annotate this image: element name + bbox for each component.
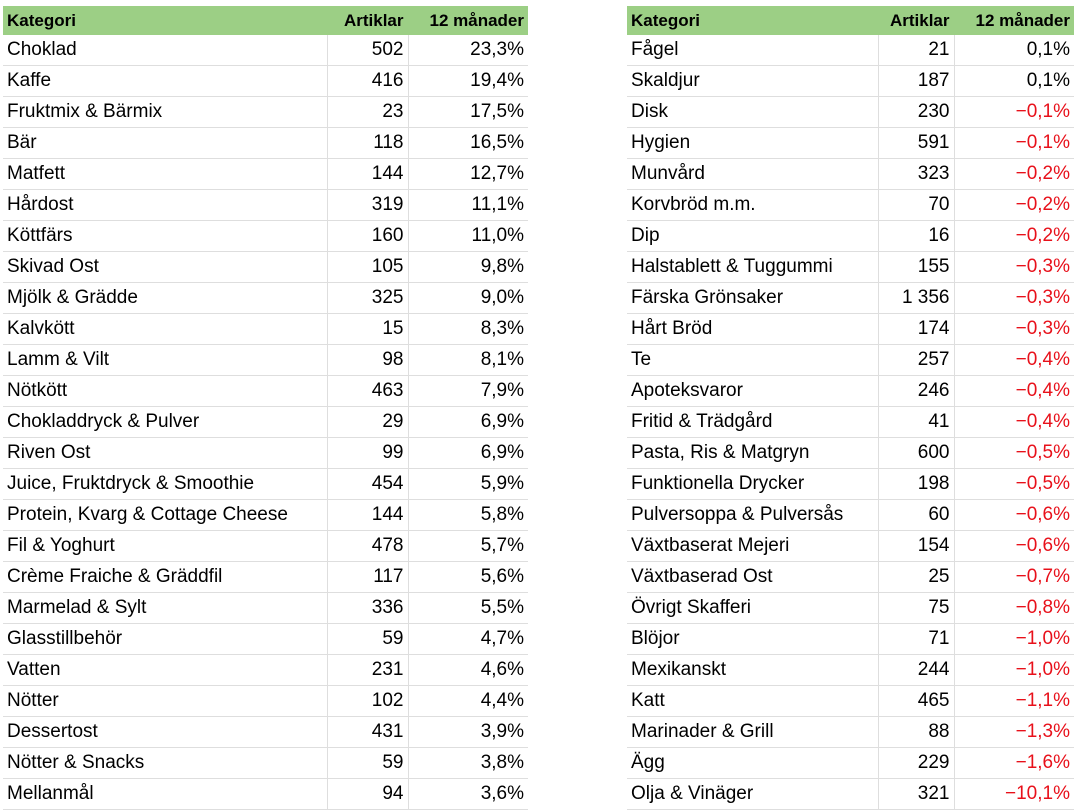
change-cell: 0,1% xyxy=(954,66,1074,97)
change-cell: 8,1% xyxy=(408,345,528,376)
category-cell: Färska Grönsaker xyxy=(627,283,878,314)
table-row xyxy=(3,376,528,407)
change-cell: −0,6% xyxy=(954,531,1074,562)
table-row xyxy=(3,66,528,97)
articles-cell: 117 xyxy=(327,562,408,593)
table-row xyxy=(3,407,528,438)
category-cell: Crème Fraiche & Gräddfil xyxy=(3,562,327,593)
change-cell: −0,1% xyxy=(954,128,1074,159)
articles-cell: 88 xyxy=(878,717,954,748)
category-cell: Juice, Fruktdryck & Smoothie xyxy=(3,469,327,500)
articles-cell: 29 xyxy=(327,407,408,438)
articles-cell: 25 xyxy=(878,562,954,593)
articles-cell: 60 xyxy=(878,500,954,531)
change-cell: −1,3% xyxy=(954,717,1074,748)
change-cell: 8,3% xyxy=(408,314,528,345)
table-row xyxy=(627,283,1074,314)
change-cell: −0,2% xyxy=(954,221,1074,252)
table-row xyxy=(627,469,1074,500)
category-cell: Bär xyxy=(3,128,327,159)
table-row xyxy=(627,66,1074,97)
category-cell: Chokladdryck & Pulver xyxy=(3,407,327,438)
table-row xyxy=(627,500,1074,531)
table-row xyxy=(3,686,528,717)
table-row xyxy=(3,252,528,283)
change-cell: 17,5% xyxy=(408,97,528,128)
table-row xyxy=(627,407,1074,438)
articles-cell: 144 xyxy=(327,159,408,190)
table-row xyxy=(3,717,528,748)
table-row xyxy=(3,562,528,593)
header-12-months: 12 månader xyxy=(975,11,1070,30)
header-category: Kategori xyxy=(627,6,878,35)
change-cell: −0,4% xyxy=(954,345,1074,376)
table-row xyxy=(3,655,528,686)
category-cell: Dessertost xyxy=(3,717,327,748)
table-row xyxy=(627,686,1074,717)
articles-cell: 416 xyxy=(327,66,408,97)
category-cell: Skivad Ost xyxy=(3,252,327,283)
articles-cell: 246 xyxy=(878,376,954,407)
category-cell: Fritid & Trädgård xyxy=(627,407,878,438)
table-row xyxy=(3,314,528,345)
articles-cell: 465 xyxy=(878,686,954,717)
change-cell: 4,4% xyxy=(408,686,528,717)
change-cell: −10,1% xyxy=(954,779,1074,810)
table-row xyxy=(627,35,1074,66)
table-row xyxy=(627,190,1074,221)
articles-cell: 71 xyxy=(878,624,954,655)
change-cell: −0,4% xyxy=(954,376,1074,407)
category-cell: Vatten xyxy=(3,655,327,686)
category-cell: Riven Ost xyxy=(3,438,327,469)
table-row xyxy=(627,159,1074,190)
table-row xyxy=(627,438,1074,469)
articles-cell: 600 xyxy=(878,438,954,469)
table-row xyxy=(3,624,528,655)
table-row xyxy=(627,748,1074,779)
change-cell: −0,3% xyxy=(954,314,1074,345)
category-cell: Apoteksvaror xyxy=(627,376,878,407)
change-cell: 11,1% xyxy=(408,190,528,221)
change-cell: −1,1% xyxy=(954,686,1074,717)
articles-cell: 502 xyxy=(327,35,408,66)
articles-cell: 16 xyxy=(878,221,954,252)
table-row xyxy=(3,345,528,376)
category-cell: Dip xyxy=(627,221,878,252)
category-cell: Kalvkött xyxy=(3,314,327,345)
category-cell: Glasstillbehör xyxy=(3,624,327,655)
category-cell: Matfett xyxy=(3,159,327,190)
change-cell: 3,8% xyxy=(408,748,528,779)
change-cell: 0,1% xyxy=(954,35,1074,66)
articles-cell: 431 xyxy=(327,717,408,748)
right-table-header-row xyxy=(627,6,1074,35)
category-cell: Choklad xyxy=(3,35,327,66)
category-cell: Köttfärs xyxy=(3,221,327,252)
category-cell: Disk xyxy=(627,97,878,128)
table-row xyxy=(627,531,1074,562)
change-cell: −0,2% xyxy=(954,159,1074,190)
header-category: Kategori xyxy=(3,6,327,35)
change-cell: −0,5% xyxy=(954,438,1074,469)
articles-cell: 15 xyxy=(327,314,408,345)
articles-cell: 105 xyxy=(327,252,408,283)
table-row xyxy=(3,128,528,159)
articles-cell: 75 xyxy=(878,593,954,624)
articles-cell: 323 xyxy=(878,159,954,190)
category-cell: Växtbaserad Ost xyxy=(627,562,878,593)
change-cell: 11,0% xyxy=(408,221,528,252)
change-cell: −0,3% xyxy=(954,252,1074,283)
change-cell: −0,1% xyxy=(954,97,1074,128)
articles-cell: 154 xyxy=(878,531,954,562)
table-row xyxy=(3,500,528,531)
table-row xyxy=(3,748,528,779)
category-cell: Hårt Bröd xyxy=(627,314,878,345)
table-row xyxy=(3,283,528,314)
articles-cell: 98 xyxy=(327,345,408,376)
change-cell: −1,0% xyxy=(954,624,1074,655)
category-cell: Munvård xyxy=(627,159,878,190)
table-row xyxy=(3,221,528,252)
change-cell: −1,0% xyxy=(954,655,1074,686)
articles-cell: 454 xyxy=(327,469,408,500)
change-cell: 12,7% xyxy=(408,159,528,190)
change-cell: −0,7% xyxy=(954,562,1074,593)
articles-cell: 230 xyxy=(878,97,954,128)
articles-cell: 118 xyxy=(327,128,408,159)
articles-cell: 160 xyxy=(327,221,408,252)
category-cell: Ägg xyxy=(627,748,878,779)
articles-cell: 244 xyxy=(878,655,954,686)
change-cell: 7,9% xyxy=(408,376,528,407)
articles-cell: 1 356 xyxy=(878,283,954,314)
table-row xyxy=(627,345,1074,376)
category-cell: Hårdost xyxy=(3,190,327,221)
change-cell: 19,4% xyxy=(408,66,528,97)
change-cell: 4,7% xyxy=(408,624,528,655)
change-cell: −0,5% xyxy=(954,469,1074,500)
articles-cell: 94 xyxy=(327,779,408,810)
articles-cell: 231 xyxy=(327,655,408,686)
category-cell: Olja & Vinäger xyxy=(627,779,878,810)
change-cell: 5,7% xyxy=(408,531,528,562)
table-row xyxy=(3,35,528,66)
change-cell: 6,9% xyxy=(408,438,528,469)
articles-cell: 99 xyxy=(327,438,408,469)
category-cell: Mjölk & Grädde xyxy=(3,283,327,314)
change-cell: 9,8% xyxy=(408,252,528,283)
change-cell: 3,9% xyxy=(408,717,528,748)
category-cell: Marinader & Grill xyxy=(627,717,878,748)
change-cell: 3,6% xyxy=(408,779,528,810)
articles-cell: 187 xyxy=(878,66,954,97)
header-12-months: 12 månader xyxy=(429,11,524,30)
change-cell: 6,9% xyxy=(408,407,528,438)
category-cell: Pulversoppa & Pulversås xyxy=(627,500,878,531)
articles-cell: 478 xyxy=(327,531,408,562)
category-cell: Katt xyxy=(627,686,878,717)
articles-cell: 174 xyxy=(878,314,954,345)
articles-cell: 321 xyxy=(878,779,954,810)
change-cell: 5,5% xyxy=(408,593,528,624)
category-cell: Funktionella Drycker xyxy=(627,469,878,500)
change-cell: 4,6% xyxy=(408,655,528,686)
category-cell: Kaffe xyxy=(3,66,327,97)
table-row xyxy=(627,593,1074,624)
change-cell: −0,8% xyxy=(954,593,1074,624)
right-table-body xyxy=(627,35,1074,810)
table-row xyxy=(627,221,1074,252)
articles-cell: 102 xyxy=(327,686,408,717)
category-cell: Halstablett & Tuggummi xyxy=(627,252,878,283)
table-row xyxy=(627,562,1074,593)
articles-cell: 70 xyxy=(878,190,954,221)
left-category-table xyxy=(3,6,528,810)
articles-cell: 591 xyxy=(878,128,954,159)
right-category-table xyxy=(627,6,1074,810)
table-row xyxy=(627,128,1074,159)
category-cell: Protein, Kvarg & Cottage Cheese xyxy=(3,500,327,531)
table-row xyxy=(627,624,1074,655)
articles-cell: 229 xyxy=(878,748,954,779)
change-cell: −0,6% xyxy=(954,500,1074,531)
table-row xyxy=(627,252,1074,283)
change-cell: −1,6% xyxy=(954,748,1074,779)
articles-cell: 41 xyxy=(878,407,954,438)
articles-cell: 21 xyxy=(878,35,954,66)
category-cell: Mellanmål xyxy=(3,779,327,810)
change-cell: 5,8% xyxy=(408,500,528,531)
category-cell: Nötter & Snacks xyxy=(3,748,327,779)
category-cell: Växtbaserat Mejeri xyxy=(627,531,878,562)
category-cell: Lamm & Vilt xyxy=(3,345,327,376)
table-row xyxy=(627,97,1074,128)
table-row xyxy=(3,190,528,221)
articles-cell: 336 xyxy=(327,593,408,624)
category-cell: Blöjor xyxy=(627,624,878,655)
change-cell: 16,5% xyxy=(408,128,528,159)
header-articles: Artiklar xyxy=(327,6,408,35)
category-cell: Te xyxy=(627,345,878,376)
category-cell: Nötkött xyxy=(3,376,327,407)
category-cell: Mexikanskt xyxy=(627,655,878,686)
articles-cell: 59 xyxy=(327,748,408,779)
articles-cell: 257 xyxy=(878,345,954,376)
articles-cell: 59 xyxy=(327,624,408,655)
change-cell: 23,3% xyxy=(408,35,528,66)
category-cell: Marmelad & Sylt xyxy=(3,593,327,624)
table-row xyxy=(3,593,528,624)
change-cell: 5,6% xyxy=(408,562,528,593)
articles-cell: 144 xyxy=(327,500,408,531)
table-row xyxy=(627,314,1074,345)
articles-cell: 155 xyxy=(878,252,954,283)
change-cell: −0,3% xyxy=(954,283,1074,314)
articles-cell: 319 xyxy=(327,190,408,221)
articles-cell: 463 xyxy=(327,376,408,407)
table-row xyxy=(627,655,1074,686)
left-table-body xyxy=(3,35,528,810)
table-row xyxy=(627,717,1074,748)
category-cell: Fil & Yoghurt xyxy=(3,531,327,562)
table-row xyxy=(3,159,528,190)
change-cell: −0,4% xyxy=(954,407,1074,438)
articles-cell: 325 xyxy=(327,283,408,314)
table-row xyxy=(3,531,528,562)
category-cell: Fruktmix & Bärmix xyxy=(3,97,327,128)
change-cell: 9,0% xyxy=(408,283,528,314)
category-cell: Skaldjur xyxy=(627,66,878,97)
category-cell: Pasta, Ris & Matgryn xyxy=(627,438,878,469)
table-row xyxy=(3,97,528,128)
left-table-header-row xyxy=(3,6,528,35)
category-cell: Nötter xyxy=(3,686,327,717)
change-cell: 5,9% xyxy=(408,469,528,500)
category-cell: Fågel xyxy=(627,35,878,66)
category-cell: Hygien xyxy=(627,128,878,159)
header-articles: Artiklar xyxy=(878,6,954,35)
articles-cell: 198 xyxy=(878,469,954,500)
category-cell: Korvbröd m.m. xyxy=(627,190,878,221)
table-row xyxy=(3,438,528,469)
change-cell: −0,2% xyxy=(954,190,1074,221)
table-row xyxy=(3,469,528,500)
articles-cell: 23 xyxy=(327,97,408,128)
category-cell: Övrigt Skafferi xyxy=(627,593,878,624)
table-row xyxy=(627,376,1074,407)
